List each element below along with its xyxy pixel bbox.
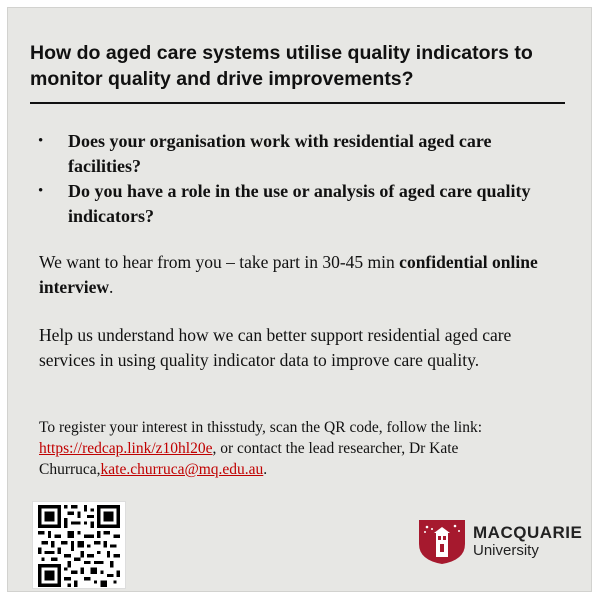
qr-code[interactable] (32, 501, 126, 589)
flyer-card (7, 7, 592, 592)
email-link[interactable]: kate.churruca@mq.edu.au (100, 461, 264, 478)
logo-brand: MACQUARIE (473, 523, 583, 542)
question-text: Does your organisation work with residential aged care facilities? (68, 131, 492, 176)
question-list (38, 129, 558, 229)
question-item (38, 179, 558, 229)
flyer-title: How do aged care systems utilise quality indicators to monitor quality and drive improvements? (30, 42, 533, 90)
register-paragraph (39, 417, 564, 480)
question-text: Do you have a role in the use or analysis of aged care quality indicators? (68, 181, 531, 226)
invite-paragraph (39, 250, 564, 300)
invite-end: . (108, 277, 114, 297)
help-paragraph: Help us understand how we can better support residential aged care services in using quality indicator data to improve care quality. (39, 325, 512, 370)
qr-code-icon (38, 505, 120, 587)
bullet-icon: • (38, 183, 44, 199)
question-item (38, 129, 558, 179)
bullet-icon: • (38, 133, 44, 149)
macquarie-logo (419, 520, 583, 564)
invite-text: We want to hear from you – take part in 30-45 min (39, 252, 400, 272)
register-end: . (263, 461, 268, 478)
register-text: To register your interest in thisstudy, scan the QR code, follow the link: (39, 419, 483, 436)
register-text-contact: , or contact the lead researcher, Dr Kate Churruca, (39, 440, 459, 478)
redcap-link[interactable]: https://redcap.link/z10hl20e (39, 440, 213, 457)
macquarie-shield-icon (419, 520, 465, 564)
invite-bold-text: confidential online interview (39, 252, 538, 297)
title-divider (30, 102, 565, 104)
logo-subtitle: University (473, 542, 539, 559)
